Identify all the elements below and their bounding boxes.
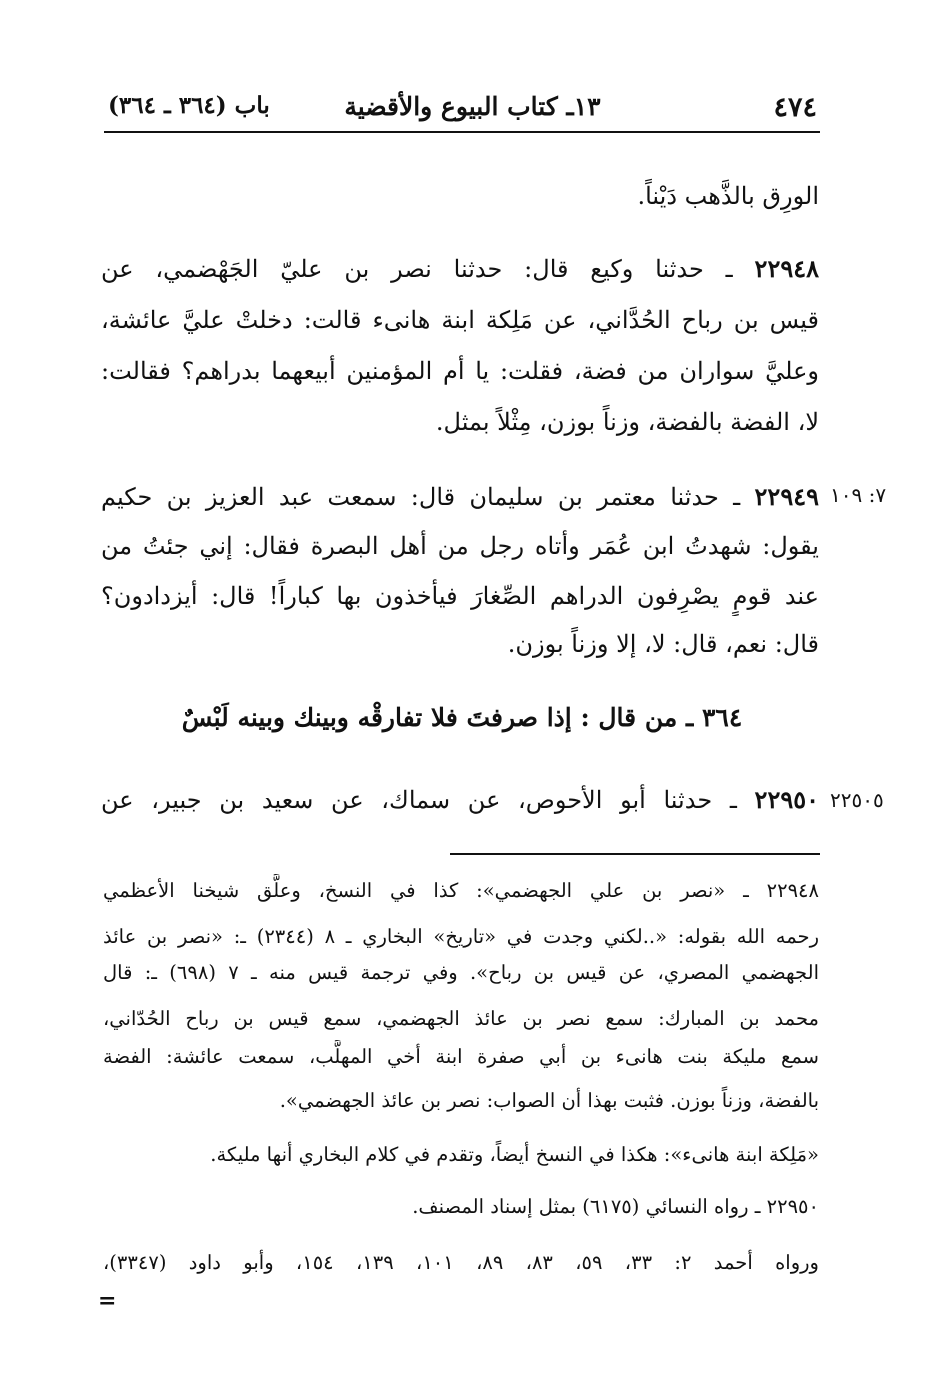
hadith-22949-line-2: يقول: شهدتُ ابن عُمَر وأتاه رجل من أهل البصرة فقال: إني جئتُ من <box>101 532 819 560</box>
hadith-number: ٢٢٩٤٨ <box>754 254 819 283</box>
footnote-divider <box>450 853 820 855</box>
footnote-line: ٢٢٩٥٠ ـ رواه النسائي (٦١٧٥) بمثل إسناد المصنف. <box>412 1195 819 1218</box>
margin-reference: ٧: ١٠٩ <box>830 483 887 507</box>
footnote-line: «مَلِكة ابنة هانىء»: هكذا في النسخ أيضاً، وتقدم في كلام البخاري أنها مليكة. <box>210 1143 819 1166</box>
hadith-22948-line-2: قيس بن رباح الحُدَّاني، عن مَلِكة ابنة هانىء قالت: دخلتْ عليَّ عائشة، <box>101 306 819 334</box>
intro-line: الورِق بالذَّهب دَيْناً. <box>637 182 819 210</box>
footnote-line: رحمه الله بقوله: «..لكني وجدت في «تاريخ» البخاري ـ ٨ (٢٣٤٤) ـ: «نصر بن عائذ <box>103 925 819 948</box>
hadith-22949-line-4: قال: نعم، قال: لا، إلا وزناً بوزن. <box>507 630 819 658</box>
chapter-heading: ٣٦٤ ـ من قال : إذا صرفتَ فلا تفارقْه وبينك وبينه لَبْسٌ <box>181 703 743 732</box>
page-number: ٤٧٤ <box>773 92 817 123</box>
hadith-22948-line-1 <box>101 249 819 289</box>
footnote-line: بالفضة، وزناً بوزن. فثبت بهذا أن الصواب: نصر بن عائذ الجهضمي». <box>279 1089 819 1112</box>
book-title: ١٣ـ كتاب البيوع والأقضية <box>344 92 601 121</box>
hadith-22948-line-3: وعليَّ سواران من فضة، فقلت: يا أم المؤمنين أبيعهما بدراهم؟ فقالت: <box>101 357 819 385</box>
hadith-22949-line-3: عند قومٍ يصْرِفون الدراهم الصِّغارَ فيأخذون بها كباراً! قال: أيزدادون؟ <box>101 582 819 610</box>
hadith-number: ٢٢٩٥٠ <box>754 785 819 814</box>
header-divider <box>104 131 820 133</box>
hadith-22950-line-1 <box>101 780 819 820</box>
footnote-line: ورواه أحمد ٢: ٣٣، ٥٩، ٨٣، ٨٩، ١٠١، ١٣٩، ١٥٤، وأبو داود (٣٣٤٧)، <box>103 1251 819 1274</box>
footnote-line: ٢٢٩٤٨ ـ «نصر بن علي الجهضمي»: كذا في النسخ، وعلَّق شيخنا الأعظمي <box>103 879 819 902</box>
footnote-line: سمع مليكة بنت هانىء بن أبي صفرة ابنة أخي المهلَّب، سمعت عائشة: الفضة <box>103 1045 819 1068</box>
hadith-text: ـ حدثنا أبو الأحوص، عن سماك، عن سعيد بن جبير، عن <box>101 786 737 814</box>
hadith-text: ـ حدثنا معتمر بن سليمان قال: سمعت عبد العزيز بن حكيم <box>101 483 741 511</box>
footnote-line: محمد بن المبارك: سمع نصر بن عائذ الجهضمي، سمع قيس بن رباح الحُدّاني، <box>103 1007 819 1030</box>
hadith-text: ـ حدثنا وكيع قال: حدثنا نصر بن عليّ الجَهْضمي، عن <box>101 255 733 283</box>
margin-reference: ٢٢٥٠٥ <box>830 788 884 812</box>
hadith-number: ٢٢٩٤٩ <box>754 482 819 511</box>
footnote-line: الجهضمي المصري، عن قيس بن رباح». وفي ترجمة قيس منه ـ ٧ (٦٩٨) ـ: قال <box>103 961 819 984</box>
hadith-22948-line-4: لا، الفضة بالفضة، وزناً بوزن، مِثْلاً بمثل. <box>435 408 819 436</box>
hadith-22949-line-1 <box>101 477 819 517</box>
chapter-range: باب (٣٦٤ ـ ٣٦٤) <box>108 92 270 119</box>
continuation-mark: = <box>98 1288 117 1314</box>
